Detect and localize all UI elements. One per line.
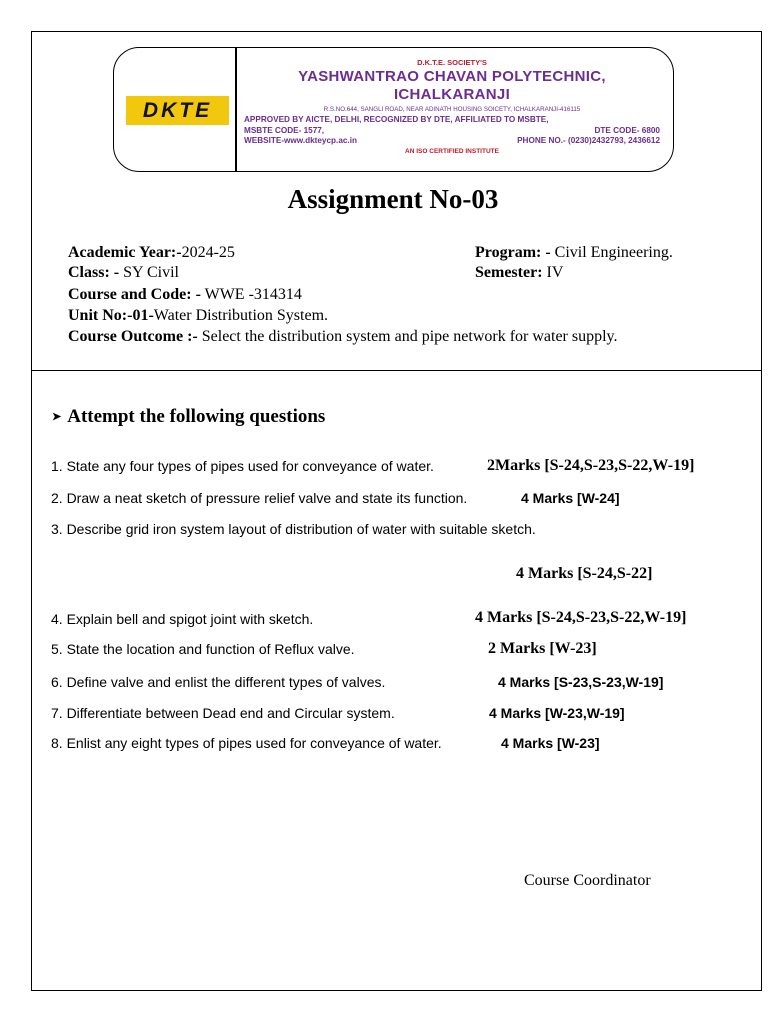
dte-code: DTE CODE- 6800 <box>594 126 660 135</box>
page-border <box>31 31 762 991</box>
question-6: 6. Define valve and enlist the different types of valves. <box>51 674 386 690</box>
course-label: Course and Code: - <box>68 286 201 303</box>
section-heading-text: Attempt the following questions <box>67 406 326 427</box>
semester-label: Semester: <box>475 264 543 281</box>
question-7: 7. Differentiate between Dead end and Circular system. <box>51 705 395 721</box>
arrow-bullet-icon: ➤ <box>52 411 62 423</box>
question-6-marks: 4 Marks [S-23,S-23,W-19] <box>498 674 664 690</box>
question-8: 8. Enlist any eight types of pipes used for conveyance of water. <box>51 735 442 751</box>
class-value: SY Civil <box>119 264 179 281</box>
codes-line <box>244 126 660 135</box>
phone: PHONE NO.- (0230)2432793, 2436612 <box>517 136 660 145</box>
msbte-code: MSBTE CODE- 1577, <box>244 126 325 135</box>
unit <box>68 307 328 325</box>
question-1: 1. State any four types of pipes used for conveyance of water. <box>51 458 434 474</box>
academic-year-value: 2024-25 <box>181 244 235 261</box>
class-label: Class: - <box>68 264 120 281</box>
unit-label: Unit No:-01- <box>68 307 154 324</box>
class <box>68 264 179 282</box>
question-3: 3. Describe grid iron system layout of distribution of water with suitable sketch. <box>51 521 536 537</box>
question-4-marks: 4 Marks [S-24,S-23,S-22,W-19] <box>475 609 687 626</box>
institute-name-line2: ICHALKARANJI <box>393 86 511 103</box>
institute-address: R.S.NO.644, SANGLI ROAD, NEAR ADINATH HOUSING SOICETY, ICHALKARANJI-416115 <box>323 106 581 113</box>
question-5-marks: 2 Marks [W-23] <box>488 640 597 657</box>
program-label: Program: - <box>475 244 551 261</box>
institute-header <box>113 47 674 172</box>
approval-text: APPROVED BY AICTE, DELHI, RECOGNIZED BY DTE, AFFILIATED TO MSBTE, <box>244 115 549 124</box>
question-4: 4. Explain bell and spigot joint with sketch. <box>51 611 314 627</box>
academic-year <box>68 244 235 262</box>
question-8-marks: 4 Marks [W-23] <box>501 735 600 751</box>
outcome-value: Select the distribution system and pipe network for water supply. <box>197 328 618 345</box>
semester <box>475 264 563 282</box>
program-value: Civil Engineering. <box>550 244 673 261</box>
unit-value: Water Distribution System. <box>153 307 329 324</box>
section-heading <box>52 406 325 428</box>
assignment-title: Assignment No-03 <box>287 184 499 214</box>
course-code <box>68 286 302 304</box>
question-2-marks: 4 Marks [W-24] <box>521 490 620 506</box>
question-3-marks: 4 Marks [S-24,S-22] <box>516 565 653 582</box>
approval-line <box>244 115 660 124</box>
website: WEBSITE-www.dkteycp.ac.in <box>244 136 357 145</box>
academic-year-label: Academic Year:- <box>68 244 182 261</box>
outcome-label: Course Outcome :- <box>68 328 198 345</box>
semester-value: IV <box>542 264 564 281</box>
question-7-marks: 4 Marks [W-23,W-19] <box>489 705 625 721</box>
iso-certification: AN ISO CERTIFIED INSTITUTE <box>405 148 499 155</box>
section-divider <box>31 370 762 371</box>
society-name: D.K.T.E. SOCIETY'S <box>417 58 487 67</box>
question-1-marks: 2Marks [S-24,S-23,S-22,W-19] <box>487 457 695 474</box>
course-outcome <box>68 328 618 346</box>
program <box>475 244 673 262</box>
course-value: WWE -314314 <box>200 286 302 303</box>
institute-name-line1: YASHWANTRAO CHAVAN POLYTECHNIC, <box>298 68 606 85</box>
contact-line <box>244 136 660 145</box>
header-divider <box>235 48 237 171</box>
question-5: 5. State the location and function of Reflux valve. <box>51 641 355 657</box>
question-2: 2. Draw a neat sketch of pressure relief valve and state its function. <box>51 490 468 506</box>
dkte-logo: DKTE <box>126 96 229 125</box>
course-coordinator-signature: Course Coordinator <box>524 872 651 889</box>
